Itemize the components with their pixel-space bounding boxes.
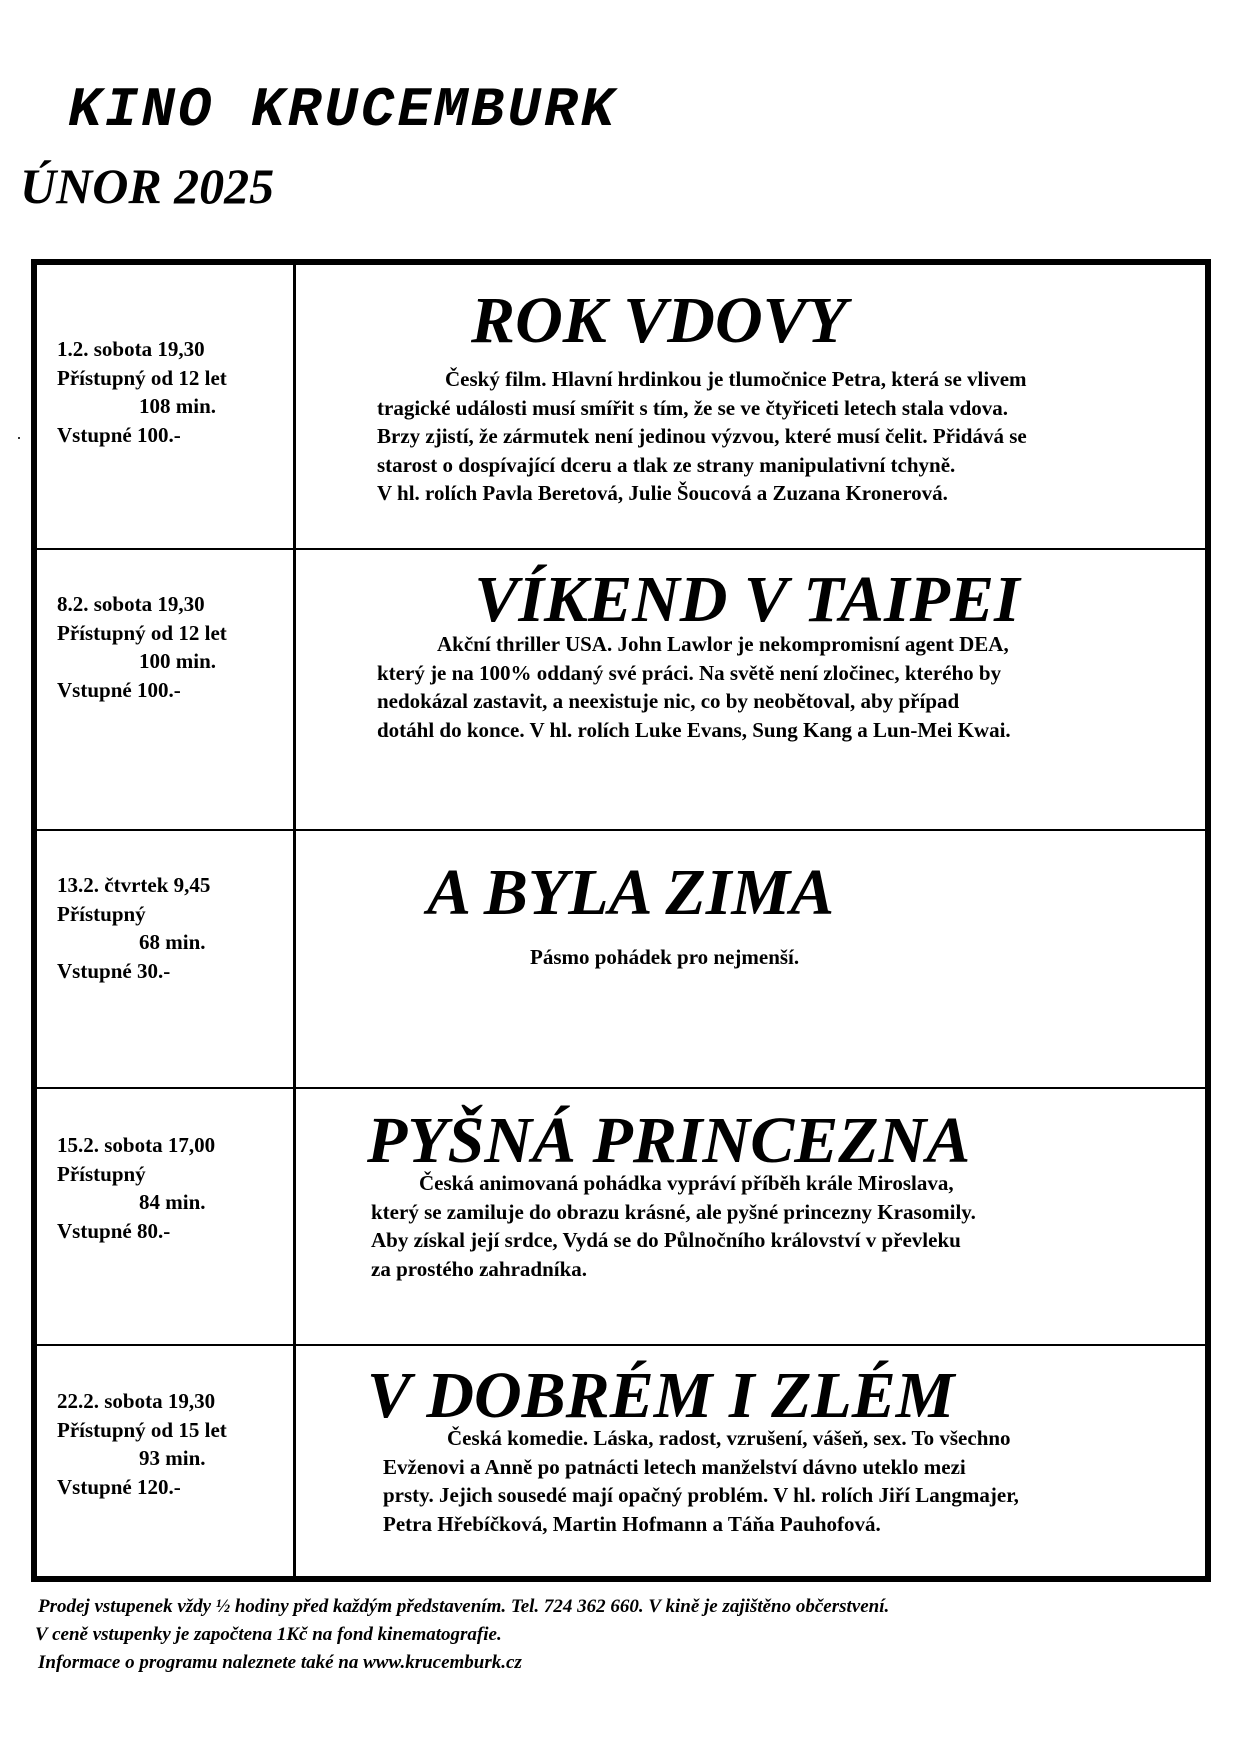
age-rating: Přístupný od 12 let (57, 620, 227, 645)
date-time: 22.2. sobota 19,30 (57, 1389, 216, 1413)
age-rating: Přístupný (57, 1161, 146, 1186)
film-title: PYŠNÁ PRINCEZNA (367, 1104, 971, 1177)
screening-info (57, 1131, 287, 1245)
age-rating: Přístupný od 15 let (57, 1417, 227, 1442)
price: Vstupné 30.- (57, 958, 171, 983)
duration: 108 min. (139, 394, 217, 418)
screening-info (57, 1387, 287, 1501)
date-time: 8.2. sobota 19,30 (57, 592, 205, 616)
duration: 100 min. (139, 649, 217, 673)
film-description: Akční thriller USA. John Lawlor je nekompromisní agent DEA, který je na 100% oddaný své práci. Na světě není zločinec, kterého by nedokázal zastavit, a neexistuje nic, co by neobětoval, aby případ dotáhl do konce. V hl. rolích Luke Evans, Sung Kang a Lun-Mei Kwai. (377, 632, 1011, 742)
film-row (37, 265, 1205, 548)
film-title: A BYLA ZIMA (427, 856, 835, 929)
film-title: ROK VDOVY (471, 284, 847, 357)
cinema-name: KINO KRUCEMBURK (68, 78, 618, 142)
footer-fund-note: V ceně vstupenky je započtena 1Kč na fond kinematografie. (35, 1624, 502, 1645)
film-description: Česká komedie. Láska, radost, vzrušení, vášeň, sex. To všechno Evženovi a Anně po patnácti letech manželství dávno uteklo mezi prsty. Jejich sousedé mají opačný problém. V hl. rolích Jiří Langmajer, Petra Hřebíčková, Martin Hofmann a Táňa Pauhofová. (383, 1426, 1019, 1536)
film-row (37, 550, 1205, 829)
screening-info (57, 590, 287, 704)
film-row (37, 1346, 1205, 1582)
price: Vstupné 100.- (57, 422, 181, 447)
duration: 84 min. (139, 1190, 206, 1214)
age-rating: Přístupný od 12 let (57, 365, 227, 390)
footer-website-note: Informace o programu naleznete také na www.krucemburk.cz (38, 1652, 522, 1673)
month-heading: ÚNOR 2025 (20, 158, 275, 214)
film-description: Český film. Hlavní hrdinkou je tlumočnice Petra, která se vlivem tragické události musí smířit s tím, že se ve čtyřiceti letech stala vdova. Brzy zjistí, že zármutek není jedinou výzvou, které musí čelit. Přidává se starost o dospívající dceru a tlak ze strany manipulativní tchyně. V hl. rolích Pavla Beretová, Julie Šoucová a Zuzana Kronerová. (377, 367, 1027, 505)
film-title: V DOBRÉM I ZLÉM (367, 1359, 955, 1432)
screening-info (57, 335, 287, 449)
price: Vstupné 100.- (57, 677, 181, 702)
film-row (37, 831, 1205, 1087)
film-row (37, 1089, 1205, 1344)
film-title: VÍKEND V TAIPEI (474, 563, 1020, 636)
footer-ticket-sales: Prodej vstupenek vždy ½ hodiny před každým představením. Tel. 724 362 660. V kině je zajištěno občerstvení. (38, 1596, 890, 1617)
date-time: 13.2. čtvrtek 9,45 (57, 873, 211, 897)
price: Vstupné 80.- (57, 1218, 171, 1243)
date-time: 15.2. sobota 17,00 (57, 1133, 216, 1157)
film-description: Česká animovaná pohádka vypráví příběh krále Miroslava, který se zamiluje do obrazu krásné, ale pyšné princezny Krasomily. Aby získal její srdce, Vydá se do Půlnočního království v převleku za prostého zahradníka. (371, 1171, 976, 1281)
duration: 93 min. (139, 1446, 206, 1470)
stray-dot (18, 437, 20, 439)
footer-notes (35, 1593, 890, 1677)
age-rating: Přístupný (57, 901, 146, 926)
film-description: Pásmo pohádek pro nejmenší. (530, 945, 800, 969)
duration: 68 min. (139, 930, 206, 954)
price: Vstupné 120.- (57, 1474, 181, 1499)
screening-info (57, 871, 287, 985)
schedule-table (31, 259, 1211, 1582)
date-time: 1.2. sobota 19,30 (57, 337, 205, 361)
